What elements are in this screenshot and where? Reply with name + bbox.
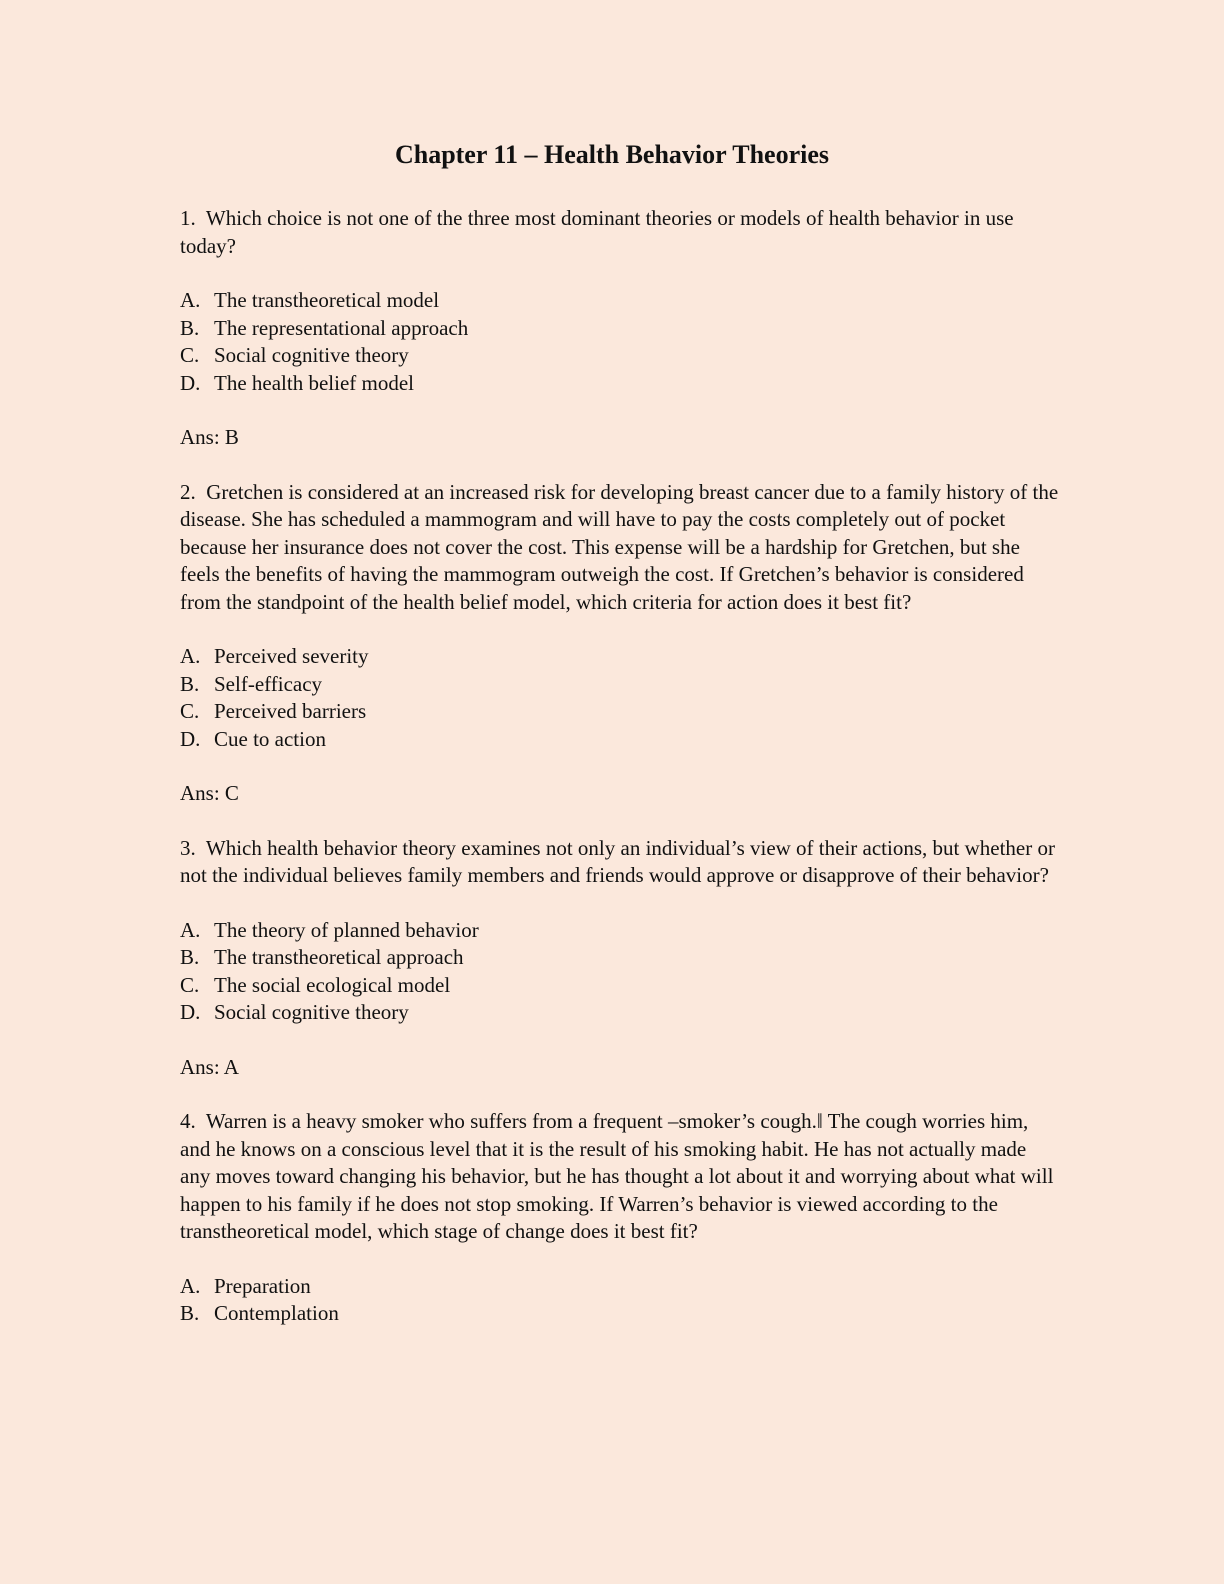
option-letter: B.	[180, 671, 200, 696]
option-text: Preparation	[214, 1273, 311, 1298]
options-list	[180, 917, 1060, 1027]
option-letter: A.	[180, 917, 201, 942]
option-text: The representational approach	[214, 315, 469, 340]
option-letter: C.	[180, 343, 200, 367]
option-d	[180, 726, 1060, 754]
question-body: Warren is a heavy smoker who suffers from a frequent –smoker’s cough.‖ The cough worries him, and he knows on a conscious level that it is the result of his smoking habit. He has not actually made any moves toward changing his behavior, but he has thought a lot about it and worrying about what will happen to his family if he does not stop smoking. If Warren’s behavior is viewed according to the transtheoretical model, which stage of change does it best fit?	[180, 1109, 1054, 1243]
option-text: Cue to action	[214, 726, 326, 751]
option-text: The transtheoretical model	[214, 288, 440, 312]
option-text: Social cognitive theory	[214, 343, 409, 367]
question-text	[180, 835, 1060, 890]
question-number: 1.	[180, 206, 196, 230]
option-text: Self-efficacy	[214, 671, 323, 696]
option-a	[180, 917, 1060, 945]
option-b	[180, 315, 1060, 343]
option-letter: A.	[180, 1273, 201, 1298]
option-letter: D.	[180, 726, 201, 751]
answer-text: Ans: B	[180, 425, 239, 449]
option-text: Perceived severity	[214, 644, 369, 668]
option-letter: B.	[180, 315, 200, 340]
question-number: 3.	[180, 835, 196, 860]
option-text: Perceived barriers	[214, 699, 367, 723]
option-letter: B.	[180, 945, 200, 969]
option-b	[180, 671, 1060, 699]
question-number: 4.	[180, 1109, 196, 1133]
answer-text: Ans: C	[180, 781, 239, 805]
option-letter: A.	[180, 644, 201, 668]
question-body: Which health behavior theory examines not only an individual’s view of their actions, but whether or not the individual believes family members and friends would approve or disapprove of their behavior?	[180, 835, 1055, 887]
option-letter: C.	[180, 972, 200, 997]
option-b	[180, 1300, 1060, 1328]
option-c	[180, 972, 1060, 1000]
option-a	[180, 643, 1060, 671]
question-body: Which choice is not one of the three most dominant theories or models of health behavior in use today?	[180, 206, 1014, 258]
question-4	[180, 1108, 1060, 1328]
option-text: The transtheoretical approach	[214, 945, 464, 969]
question-number: 2.	[180, 479, 196, 504]
answer-text: Ans: A	[180, 1054, 239, 1079]
question-1	[180, 205, 1060, 452]
question-2	[180, 479, 1060, 808]
options-list	[180, 1273, 1060, 1328]
option-text: The social ecological model	[214, 972, 451, 997]
option-c	[180, 342, 1060, 370]
option-d	[180, 999, 1060, 1027]
option-b	[180, 944, 1060, 972]
option-letter: B.	[180, 1301, 200, 1325]
option-text: The health belief model	[214, 370, 415, 395]
option-letter: C.	[180, 699, 200, 723]
question-text	[180, 1108, 1060, 1246]
page-title: Chapter 11 – Health Behavior Theories	[394, 140, 830, 169]
option-d	[180, 370, 1060, 398]
question-3	[180, 835, 1060, 1082]
options-list	[180, 643, 1060, 753]
option-letter: D.	[180, 1000, 201, 1024]
option-text: Social cognitive theory	[214, 1000, 409, 1024]
options-list	[180, 287, 1060, 397]
option-letter: D.	[180, 370, 201, 395]
option-letter: A.	[180, 288, 201, 312]
question-list	[180, 205, 1060, 1355]
option-a	[180, 287, 1060, 315]
question-text	[180, 479, 1060, 617]
question-body: Gretchen is considered at an increased risk for developing breast cancer due to a family history of the disease. She has scheduled a mammogram and will have to pay the costs completely out of pocket because her insurance does not cover the cost. This expense will be a hardship for Gretchen, but she feels the benefits of having the mammogram outweigh the cost. If Gretchen’s behavior is considered from the standpoint of the health belief model, which criteria for action does it best fit?	[180, 479, 1059, 614]
question-text	[180, 205, 1060, 260]
option-text: The theory of planned behavior	[214, 917, 479, 942]
option-c	[180, 698, 1060, 726]
option-a	[180, 1273, 1060, 1301]
option-text: Contemplation	[214, 1301, 339, 1325]
